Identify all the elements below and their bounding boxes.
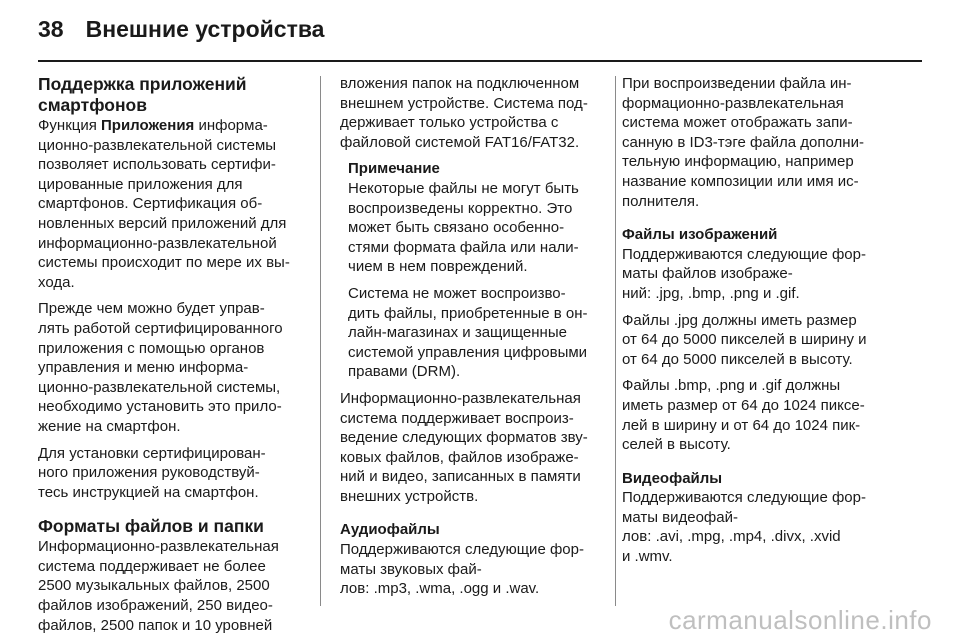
text-line: правами (DRM).	[348, 363, 461, 381]
text-line: ного приложения руководствуй-	[38, 464, 260, 482]
section-heading-apps	[38, 74, 306, 116]
subheading-audio: Аудиофайлы	[340, 521, 440, 539]
page-header	[38, 16, 324, 50]
text-line: от 64 до 5000 пикселей в высоту.	[622, 350, 853, 368]
column-divider-2	[615, 76, 616, 606]
page-number: 38	[38, 16, 64, 42]
text-line: Для установки сертифицирован-	[38, 444, 266, 462]
text-line: 2500 музыкальных файлов, 2500	[38, 577, 270, 595]
text-line: лей в ширину и от 64 до 1024 пик-	[622, 416, 861, 434]
text-line: полнителя.	[622, 192, 700, 210]
text-line: система поддерживает не более	[38, 557, 266, 575]
text-line: дить файлы, приобретенные в он-	[348, 304, 588, 322]
watermark-text: carmanualsonline.info	[668, 605, 932, 635]
text-line: файловой системой FAT16/FAT32.	[340, 133, 580, 151]
text-line: лайн-магазинах и защищенные	[348, 324, 567, 342]
text-line: жение на смартфон.	[38, 417, 181, 435]
text-line: ковых файлов, файлов изображе-	[340, 448, 579, 466]
text-line: маты звуковых фай-	[340, 560, 482, 578]
text-line: Некоторые файлы не могут быть	[348, 179, 579, 197]
text-line: маты файлов изображе-	[622, 265, 793, 283]
bold-term-apps: Приложения	[101, 117, 195, 134]
text-line: файлов, 2500 папок и 10 уровней	[38, 616, 273, 634]
text-line: стями формата файла или нали-	[348, 238, 579, 256]
text-line: может быть связано особенно-	[348, 219, 565, 237]
text-line: название композиции или имя ис-	[622, 172, 859, 190]
paragraph-audio	[340, 540, 602, 599]
text-line: маты видеофай-	[622, 508, 738, 526]
text-line: ционно-развлекательной системы,	[38, 378, 281, 396]
header-rule	[38, 60, 922, 62]
column-3	[622, 74, 910, 567]
paragraph-bmp-size	[622, 376, 910, 454]
note-heading: Примечание	[348, 160, 440, 178]
text-line: цированные приложения для	[38, 175, 243, 193]
subheading-video: Видеофайлы	[622, 469, 723, 487]
column-divider-1	[320, 76, 321, 606]
column-1	[38, 74, 306, 635]
text-line: При воспроизведении файла ин-	[622, 75, 852, 92]
text-line: Поддерживаются следующие фор-	[622, 489, 866, 507]
text-line: система может отображать запи-	[622, 114, 853, 132]
paragraph-supported-formats	[340, 389, 602, 507]
paragraph-id3	[622, 74, 910, 211]
text-line: формационно-развлекательная	[622, 94, 844, 112]
section-heading-formats: Форматы файлов и папки	[38, 516, 264, 537]
subheading-images: Файлы изображений	[622, 226, 778, 244]
text-line: Поддерживаются следующие фор-	[622, 245, 866, 263]
paragraph-jpg-size	[622, 311, 910, 370]
text-line	[38, 116, 306, 136]
text-line: тесь инструкцией на смартфон.	[38, 483, 259, 501]
text-line: смартфонов. Сертификация об-	[38, 195, 263, 213]
text-line: лять работой сертифицированного	[38, 319, 283, 337]
paragraph-apps-control	[38, 299, 306, 436]
text-line: системы происходит по мере их вы-	[38, 254, 290, 272]
text-line: санную в ID3-тэге файла дополни-	[622, 133, 864, 151]
text-span: Функция	[38, 117, 102, 134]
text-line: позволяет использовать сертифи-	[38, 156, 276, 174]
text-line: внешних устройств.	[340, 487, 479, 505]
text-line: иметь размер от 64 до 1024 пиксе-	[622, 396, 865, 414]
paragraph-images	[622, 245, 910, 304]
text-line: тельную информацию, например	[622, 153, 854, 171]
text-line: Информационно-развлекательная	[340, 389, 581, 407]
text-line: ционно-развлекательной системы	[38, 136, 277, 154]
text-line: вложения папок на подключенном	[340, 75, 580, 92]
paragraph-apps-intro	[38, 116, 306, 292]
text-line: Файлы .jpg должны иметь размер	[622, 311, 857, 329]
paragraph-video	[622, 488, 910, 566]
text-line: Информационно-развлекательная	[38, 538, 279, 556]
text-line: управления и меню информа-	[38, 359, 249, 377]
text-line: Файлы .bmp, .png и .gif должны	[622, 377, 841, 395]
heading-line: Поддержка приложений	[38, 74, 247, 94]
text-line: и .wmv.	[622, 548, 673, 566]
text-line: Прежде чем можно будет управ-	[38, 300, 265, 318]
text-span: информа-	[194, 117, 268, 134]
text-line: файлов изображений, 250 видео-	[38, 597, 273, 615]
text-line: чием в нем повреждений.	[348, 258, 528, 276]
text-line: лов: .mp3, .wma, .ogg и .wav.	[340, 580, 540, 598]
note-block	[340, 159, 602, 382]
text-line: ведение следующих форматов зву-	[340, 429, 588, 447]
paragraph-apps-install	[38, 444, 306, 503]
text-line: системой управления цифровыми	[348, 343, 588, 361]
text-line: система поддерживает воспроиз-	[340, 409, 574, 427]
text-line: новленных версий приложений для	[38, 214, 287, 232]
text-line: Система не может воспроизво-	[348, 284, 566, 302]
text-line: от 64 до 5000 пикселей в ширину и	[622, 331, 867, 349]
text-line: лов: .avi, .mpg, .mp4, .divx, .xvid	[622, 528, 841, 546]
text-line: хода.	[38, 273, 75, 291]
text-line: приложения с помощью органов	[38, 339, 265, 357]
text-line: необходимо установить это прило-	[38, 398, 282, 416]
text-line: информационно-развлекательной	[38, 234, 277, 252]
text-line: ний: .jpg, .bmp, .png и .gif.	[622, 284, 800, 302]
text-line: внешнем устройстве. Система под-	[340, 94, 588, 112]
text-line: ний и видео, записанных в памяти	[340, 468, 581, 486]
paragraph-folders-fs	[340, 74, 602, 152]
page-title: Внешние устройства	[85, 16, 325, 42]
column-2	[340, 74, 602, 599]
text-line: воспроизведены корректно. Это	[348, 199, 573, 217]
text-line: селей в высоту.	[622, 436, 731, 454]
paragraph-formats-limits	[38, 537, 306, 635]
text-line: Поддерживаются следующие фор-	[340, 541, 584, 559]
heading-line: смартфонов	[38, 95, 147, 115]
text-line: держивает только устройства с	[340, 114, 559, 132]
